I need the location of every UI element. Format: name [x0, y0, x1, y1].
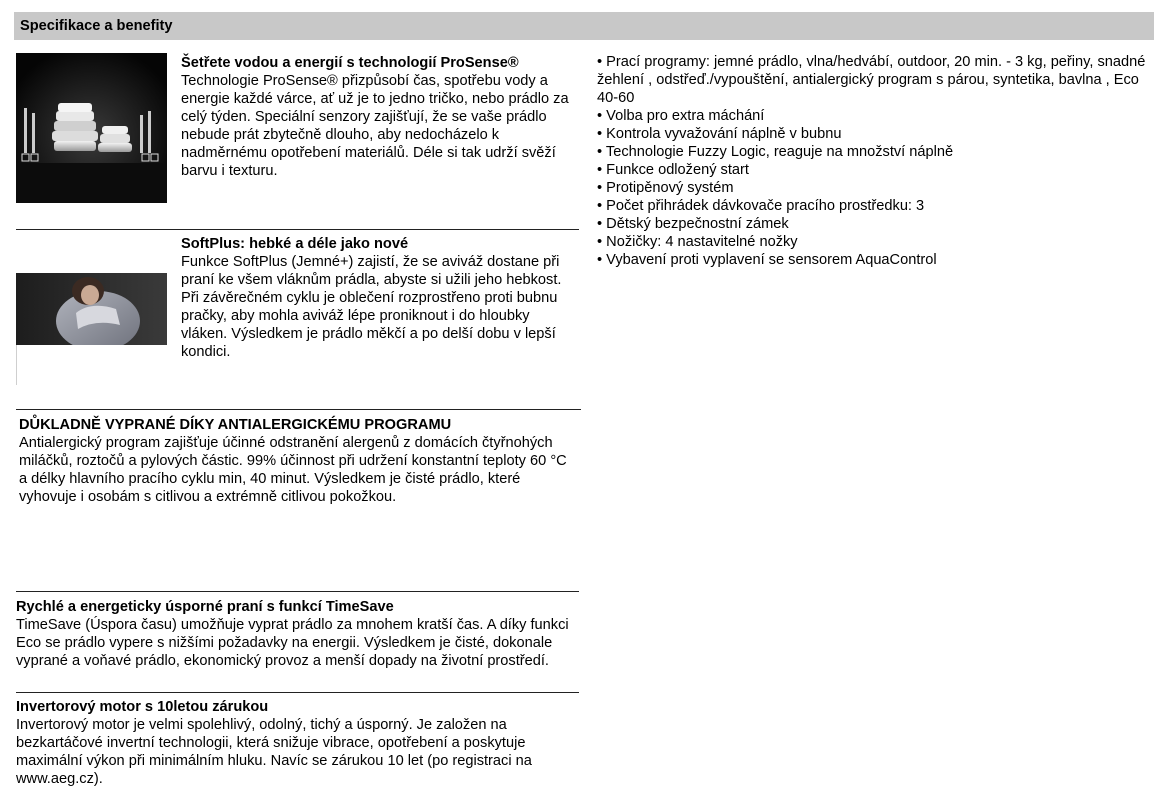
- antiallergy-feature: [19, 416, 574, 506]
- antiallergy-title: DŮKLADNĚ VYPRANÉ DÍKY ANTIALERGICKÉMU PROGRAMU: [19, 417, 452, 433]
- prosense-body: Technologie ProSense® přizpůsobí čas, spotřebu vody a energie každé várce, ať už je to jedno tričko, nebo prádlo za celý týden. Speciální senzory zajišťují, že se vaše prádlo nebude prát zbytečně dlouho, aby nedocházelo k nadměrnému opotřebení materiálů. Déle si tak udrží svěží barvu i texturu.: [181, 73, 569, 179]
- timesave-title: Rychlé a energeticky úsporné praní s funkcí TimeSave: [16, 599, 394, 615]
- spec-item: • Prací programy: jemné prádlo, vlna/hedvábí, outdoor, 20 min. - 3 kg, peřiny, snadné žehlení , odstřeď./vypouštění, antialergický program s párou, syntetika, bavlna , Eco 40-60: [597, 54, 1146, 106]
- spec-item: • Volba pro extra máchání: [597, 108, 765, 124]
- divider: [16, 229, 579, 230]
- spec-item: • Technologie Fuzzy Logic, reaguje na množství náplně: [597, 144, 954, 160]
- softplus-feature: [181, 235, 579, 361]
- softplus-image: [16, 273, 167, 345]
- spec-item: • Dětský bezpečnostní zámek: [597, 216, 789, 232]
- inverter-feature: [16, 698, 579, 788]
- inverter-body: Invertorový motor je velmi spolehlivý, odolný, tichý a úsporný. Je založen na bezkartáčové invertní technologii, která snižuje vibrace, opotřebení a poskytuje maximální výkon při minimálním hluku. Navíc se zárukou 10 let (po registraci na www.aeg.cz).: [16, 717, 532, 787]
- spec-item: • Vybavení proti vyplavení se sensorem AquaControl: [597, 252, 937, 268]
- section-header: [14, 12, 1154, 40]
- spec-item: • Funkce odložený start: [597, 162, 749, 178]
- divider: [16, 692, 579, 693]
- spec-item: • Nožičky: 4 nastavitelné nožky: [597, 234, 798, 250]
- spec-item: • Kontrola vyvažování náplně v bubnu: [597, 126, 842, 142]
- spec-item: • Protipěnový systém: [597, 180, 734, 196]
- spec-item: • Počet přihrádek dávkovače pracího prostředku: 3: [597, 198, 925, 214]
- antiallergy-body: Antialergický program zajišťuje účinné odstranění alergenů z domácích čtyřnohých miláčků, roztočů a pylových částic. 99% účinnost při udržení konstantní teploty 60 °C a délky hlavního pracího cyklu min, 40 minut. Výsledkem je čisté prádlo, které vyhovuje i osobám s citlivou a extrémně citlivou pokožkou.: [19, 435, 567, 505]
- timesave-body: TimeSave (Úspora času) umožňuje vyprat prádlo za mnohem kratší čas. A díky funkci Eco se prádlo vypere s nižšími požadavky na energii. Výsledkem je čisté, dokonale vyprané a voňavé prádlo, ekonomický provoz a menší dopady na životní prostředí.: [16, 617, 569, 669]
- divider: [16, 591, 579, 592]
- prosense-feature: [181, 54, 579, 180]
- spec-list: [597, 53, 1152, 269]
- inverter-title: Invertorový motor s 10letou zárukou: [16, 699, 269, 715]
- prosense-image: [16, 53, 167, 203]
- section-title: Specifikace a benefity: [20, 18, 173, 34]
- divider: [16, 409, 581, 410]
- softplus-body: Funkce SoftPlus (Jemné+) zajistí, že se aviváž dostane při praní ke všem vláknům prádla, abyste si užili jeho hebkost. Při závěrečném cyklu je oblečení rozprostřeno proti bubnu pračky, aby mohla aviváž lépe proniknout i do hloubky vláken. Výsledkem je prádlo měkčí a po delší dobu v lepší kondici.: [181, 254, 562, 360]
- softplus-title: SoftPlus: hebké a déle jako nové: [181, 236, 409, 252]
- prosense-title: Šetřete vodou a energií s technologií ProSense®: [181, 55, 519, 71]
- vertical-line: [16, 345, 17, 385]
- timesave-feature: [16, 598, 579, 670]
